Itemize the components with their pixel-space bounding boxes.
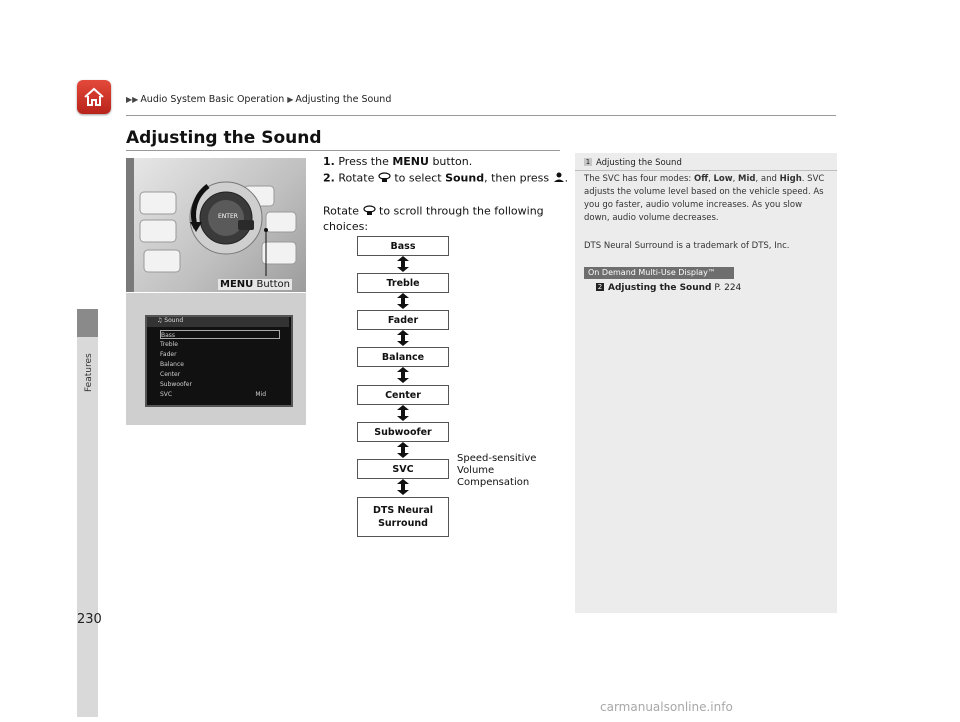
step-1 xyxy=(323,155,472,168)
display-row xyxy=(160,350,280,359)
note-mode: Low xyxy=(713,174,733,184)
step-bold: MENU xyxy=(392,155,429,168)
reference-arrow-icon: 2 xyxy=(597,283,603,291)
svg-text:ENTER: ENTER xyxy=(218,213,238,220)
note-mode: Mid xyxy=(738,174,756,184)
display-row xyxy=(160,390,280,399)
note-text: , xyxy=(732,174,739,184)
breadcrumb xyxy=(126,94,391,105)
step-text: button. xyxy=(428,155,473,168)
display-row-label: Bass xyxy=(161,332,176,339)
note-text: The SVC has four modes: xyxy=(584,174,694,184)
control-photo xyxy=(126,158,306,292)
side-tab-label: Features xyxy=(84,353,94,392)
step-number: 2. xyxy=(323,171,335,185)
page-number: 230 xyxy=(77,612,102,627)
note-text: SVC adjusts the volume level based on the vehicle speed. As you go faster, audio volume increases. As you slow down, audio volume decreases. xyxy=(584,174,825,223)
breadcrumb-arrow-icon: ▶ xyxy=(287,95,294,104)
caption-bold: MENU xyxy=(220,279,254,290)
flow-item-fader: Fader xyxy=(357,310,449,330)
svc-caption-line: Speed-sensitive xyxy=(457,453,537,464)
step-2: 2. Rotate to select Sound, then press . xyxy=(323,171,569,185)
home-icon[interactable] xyxy=(77,80,111,114)
double-arrow-icon xyxy=(395,255,411,273)
svc-caption-line: Compensation xyxy=(457,477,530,488)
double-arrow-icon xyxy=(395,366,411,384)
rotate-dial-icon xyxy=(378,171,391,186)
flow-item-center: Center xyxy=(357,385,449,405)
flow-item-bass: Bass xyxy=(357,236,449,256)
note-mode: High xyxy=(779,174,802,184)
note-mode: Off xyxy=(693,174,709,184)
display-row xyxy=(160,340,280,349)
double-arrow-icon xyxy=(395,404,411,422)
display-row-label: Treble xyxy=(160,341,178,348)
note-number-icon: 1 xyxy=(585,158,591,166)
step-text: to scroll through the following xyxy=(375,204,544,218)
breadcrumb-item[interactable]: Audio System Basic Operation xyxy=(140,94,285,105)
note-text: , and xyxy=(755,174,780,184)
side-tab-marker xyxy=(77,309,98,337)
title-divider xyxy=(126,150,560,151)
flow-item-line: Surround xyxy=(378,518,428,529)
flow-item-line: DTS Neural xyxy=(372,505,434,516)
display-title-text: Sound xyxy=(164,317,184,324)
step-text: Rotate xyxy=(323,204,363,218)
double-arrow-icon xyxy=(395,292,411,310)
step-text: Press the xyxy=(338,155,393,168)
press-dial-icon xyxy=(553,171,565,186)
flow-item-subwoofer: Subwoofer xyxy=(357,422,449,442)
double-arrow-icon xyxy=(395,478,411,496)
note-paragraph-1 xyxy=(584,173,829,225)
display-row-label: Subwoofer xyxy=(160,381,192,388)
display-row-label: Center xyxy=(160,371,181,378)
reference-page: P. 224 xyxy=(711,283,742,293)
svc-caption xyxy=(457,453,536,489)
display-row xyxy=(160,370,280,379)
cross-reference-link[interactable] xyxy=(596,283,741,293)
breadcrumb-arrow-icon: ▶▶ xyxy=(126,95,139,104)
step-text: to select xyxy=(390,171,446,185)
page-title: Adjusting the Sound xyxy=(126,128,322,148)
flow-item-balance: Balance xyxy=(357,347,449,367)
rotate-dial-icon xyxy=(363,204,376,219)
display-row-label: SVC xyxy=(160,391,173,398)
step-text: , then press xyxy=(484,171,553,185)
display-row xyxy=(160,330,280,339)
menu-button-caption xyxy=(218,279,292,290)
display-row-label: Balance xyxy=(160,361,184,368)
flow-item-dts-neural-surround xyxy=(357,497,449,537)
breadcrumb-item[interactable]: Adjusting the Sound xyxy=(295,94,392,105)
step-text: Rotate xyxy=(338,171,378,185)
svc-caption-line: Volume xyxy=(457,465,495,476)
reference-title: Adjusting the Sound xyxy=(608,283,712,293)
rotate-instruction-line2: choices: xyxy=(323,220,369,233)
flow-item-treble: Treble xyxy=(357,273,449,293)
note-banner: On Demand Multi-Use Display™ xyxy=(584,267,734,279)
caption-rest: Button xyxy=(253,279,290,290)
note-paragraph-2: DTS Neural Surround is a trademark of DTS, Inc. xyxy=(584,241,790,251)
display-title: ♫ Sound xyxy=(157,317,184,324)
display-row xyxy=(160,380,280,389)
display-row xyxy=(160,360,280,369)
note-divider xyxy=(575,170,837,171)
rotate-instruction xyxy=(323,204,544,219)
display-row-label: Fader xyxy=(160,351,177,358)
header-divider xyxy=(126,115,836,116)
display-row-value: Mid xyxy=(255,391,266,398)
note-text: . xyxy=(801,174,805,184)
double-arrow-icon xyxy=(395,329,411,347)
double-arrow-icon xyxy=(395,441,411,459)
flow-item-svc: SVC xyxy=(357,459,449,479)
watermark: carmanualsonline.info xyxy=(600,700,733,714)
note-heading xyxy=(584,158,682,168)
side-tab xyxy=(77,337,98,717)
note-heading-text: Adjusting the Sound xyxy=(596,158,682,168)
note-text: , xyxy=(708,174,714,184)
step-number: 1. xyxy=(323,155,335,168)
step-bold: Sound xyxy=(445,171,485,185)
